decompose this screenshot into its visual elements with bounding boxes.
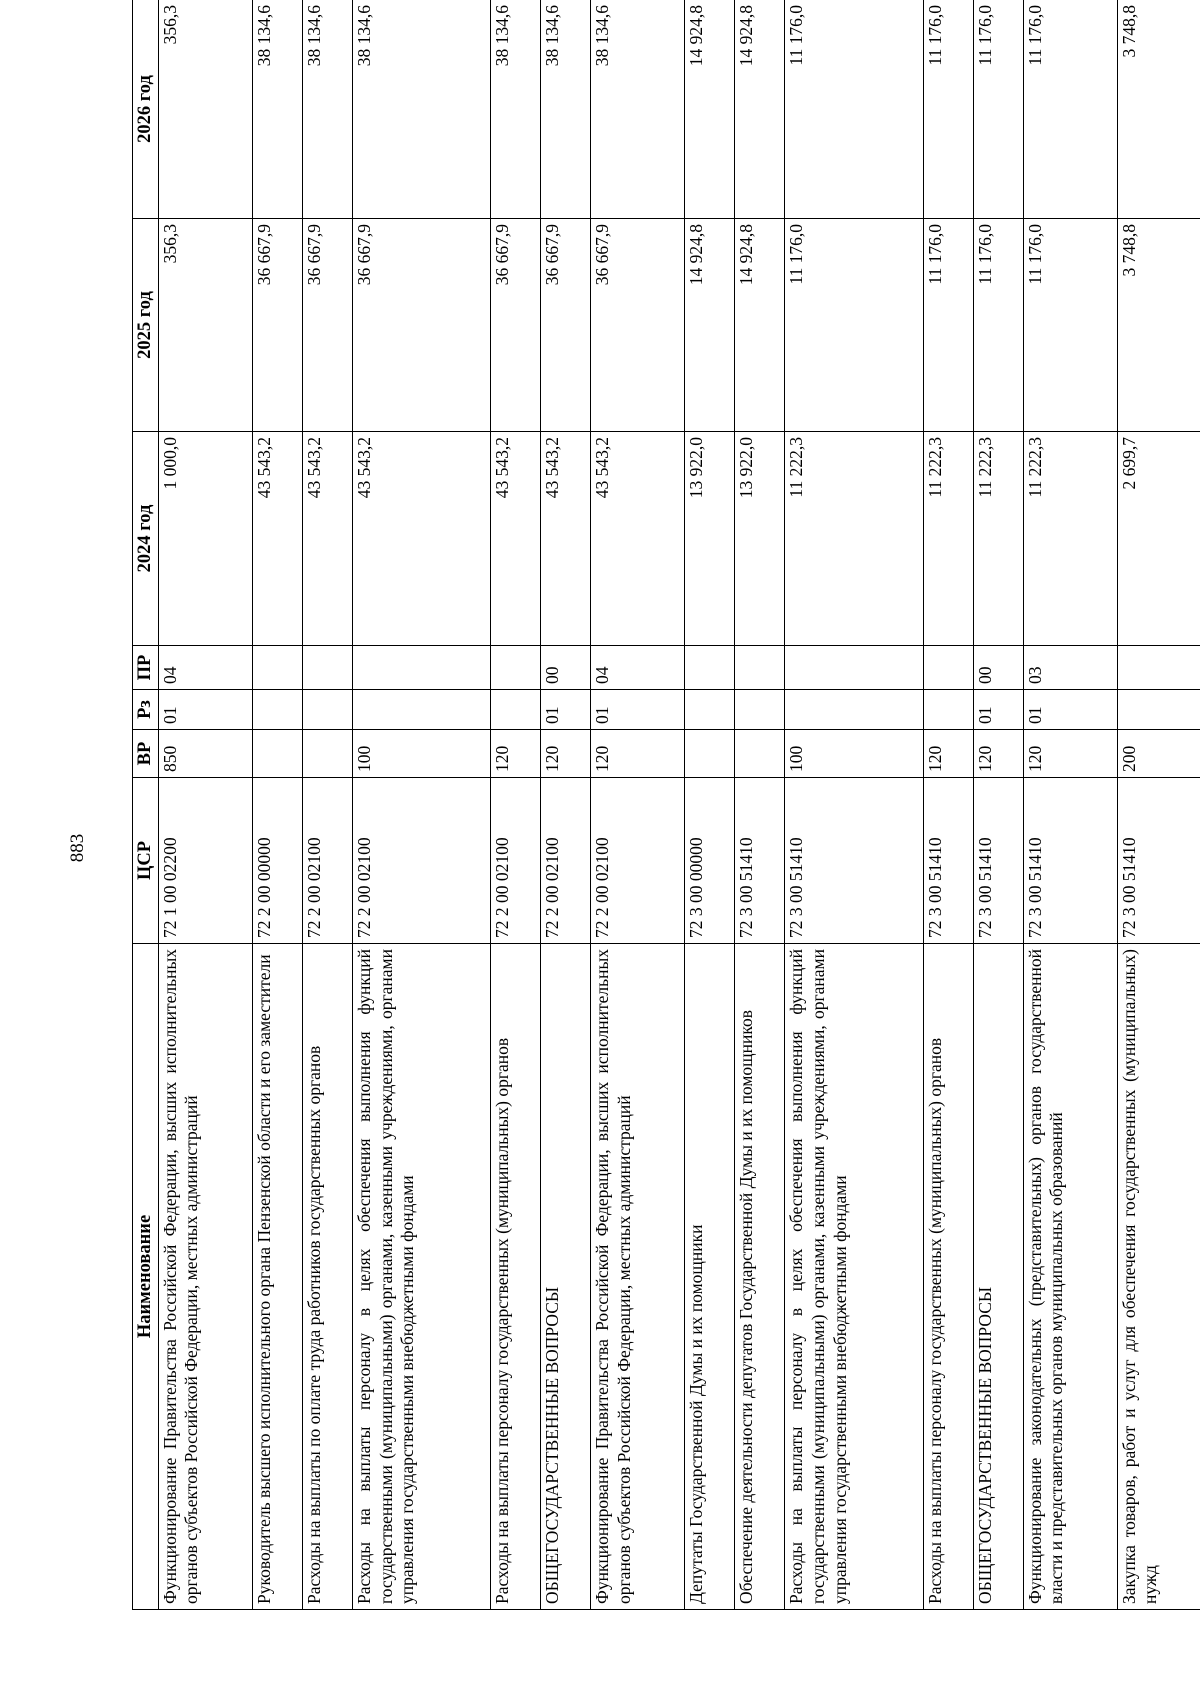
row-2025: 14 924,8 (735, 219, 785, 432)
row-2025: 11 176,0 (1023, 219, 1117, 432)
row-csr: 72 2 00 02100 (302, 778, 352, 944)
row-pr: 04 (158, 646, 252, 690)
header-vr: ВР (133, 730, 159, 778)
row-2024: 43 543,2 (541, 432, 591, 646)
row-2026: 38 134,6 (252, 0, 302, 219)
row-pr: 03 (1023, 646, 1117, 690)
row-name: Функционирование законодательных (представительных) органов государственной власти и представительных органов муниципальных образований (1023, 944, 1117, 1610)
budget-table (132, 0, 1200, 1610)
header-name: Наименование (133, 944, 159, 1610)
table-row (491, 0, 541, 1610)
row-2026: 11 176,0 (923, 0, 973, 219)
header-csr: ЦСР (133, 778, 159, 944)
row-2025: 36 667,9 (353, 219, 491, 432)
row-name: Расходы на выплаты персоналу государственных (муниципальных) органов (923, 944, 973, 1610)
row-rz (252, 690, 302, 730)
row-vr: 850 (158, 730, 252, 778)
table-row (353, 0, 491, 1610)
row-2024: 43 543,2 (302, 432, 352, 646)
table-row (158, 0, 252, 1610)
row-rz (685, 690, 735, 730)
row-name: Функционирование Правительства Российской Федерации, высших исполнительных органов субъектов Российской Федерации, местных администраций (158, 944, 252, 1610)
row-vr: 100 (785, 730, 923, 778)
row-pr (252, 646, 302, 690)
table-row (541, 0, 591, 1610)
row-pr (735, 646, 785, 690)
row-rz (1117, 690, 1200, 730)
row-2024: 43 543,2 (491, 432, 541, 646)
row-vr (685, 730, 735, 778)
row-csr: 72 3 00 51410 (1117, 778, 1200, 944)
row-csr: 72 2 00 02100 (541, 778, 591, 944)
row-2024: 11 222,3 (973, 432, 1023, 646)
table-body (158, 0, 1200, 1610)
row-name: Обеспечение деятельности депутатов Государственной Думы и их помощников (735, 944, 785, 1610)
row-pr (685, 646, 735, 690)
row-2025: 36 667,9 (252, 219, 302, 432)
table-row (1023, 0, 1117, 1610)
row-2024: 11 222,3 (785, 432, 923, 646)
row-vr (735, 730, 785, 778)
row-pr: 00 (541, 646, 591, 690)
table-row (923, 0, 973, 1610)
row-2025: 36 667,9 (491, 219, 541, 432)
header-rz: Рз (133, 690, 159, 730)
row-2024: 43 543,2 (591, 432, 685, 646)
row-2026: 11 176,0 (973, 0, 1023, 219)
row-rz (785, 690, 923, 730)
row-2026: 38 134,6 (353, 0, 491, 219)
row-vr: 200 (1117, 730, 1200, 778)
row-csr: 72 2 00 02100 (353, 778, 491, 944)
row-2024: 43 543,2 (353, 432, 491, 646)
row-vr: 120 (591, 730, 685, 778)
row-2026: 38 134,6 (541, 0, 591, 219)
row-2025: 14 924,8 (685, 219, 735, 432)
row-pr: 00 (973, 646, 1023, 690)
row-vr: 120 (973, 730, 1023, 778)
row-csr: 72 2 00 02100 (591, 778, 685, 944)
row-pr (491, 646, 541, 690)
row-vr: 120 (1023, 730, 1117, 778)
row-2026: 14 924,8 (685, 0, 735, 219)
row-rz: 01 (591, 690, 685, 730)
row-rz: 01 (1023, 690, 1117, 730)
row-2026: 38 134,6 (591, 0, 685, 219)
row-2024: 13 922,0 (685, 432, 735, 646)
header-pr: ПР (133, 646, 159, 690)
row-csr: 72 2 00 02100 (491, 778, 541, 944)
row-name: Расходы на выплаты персоналу в целях обеспечения выполнения функций государственными (муниципальными) органами, казенными учреждениями, органами управления государственными внебюджетными фондами (353, 944, 491, 1610)
row-vr (252, 730, 302, 778)
row-vr: 100 (353, 730, 491, 778)
row-2026: 11 176,0 (785, 0, 923, 219)
row-2025: 11 176,0 (785, 219, 923, 432)
row-2026: 11 176,0 (1023, 0, 1117, 219)
row-2024: 1 000,0 (158, 432, 252, 646)
row-rz (491, 690, 541, 730)
row-csr: 72 3 00 51410 (923, 778, 973, 944)
header-2025: 2025 год (133, 219, 159, 432)
row-2025: 36 667,9 (591, 219, 685, 432)
row-2026: 3 748,8 (1117, 0, 1200, 219)
header-row (133, 0, 159, 1610)
table-row (735, 0, 785, 1610)
row-2024: 13 922,0 (735, 432, 785, 646)
row-rz (353, 690, 491, 730)
row-2025: 3 748,8 (1117, 219, 1200, 432)
row-2025: 36 667,9 (541, 219, 591, 432)
row-2024: 2 699,7 (1117, 432, 1200, 646)
header-2026: 2026 год (133, 0, 159, 219)
row-name: Функционирование Правительства Российской Федерации, высших исполнительных органов субъектов Российской Федерации, местных администраций (591, 944, 685, 1610)
row-2026: 356,3 (158, 0, 252, 219)
row-2025: 11 176,0 (973, 219, 1023, 432)
row-name: Закупка товаров, работ и услуг для обеспечения государственных (муниципальных) нужд (1117, 944, 1200, 1610)
row-csr: 72 3 00 51410 (1023, 778, 1117, 944)
row-name: ОБЩЕГОСУДАРСТВЕННЫЕ ВОПРОСЫ (541, 944, 591, 1610)
row-pr (302, 646, 352, 690)
row-rz (923, 690, 973, 730)
row-csr: 72 3 00 51410 (735, 778, 785, 944)
row-vr: 120 (923, 730, 973, 778)
row-rz (735, 690, 785, 730)
row-csr: 72 3 00 51410 (973, 778, 1023, 944)
row-name: ОБЩЕГОСУДАРСТВЕННЫЕ ВОПРОСЫ (973, 944, 1023, 1610)
table-row (591, 0, 685, 1610)
row-csr: 72 3 00 51410 (785, 778, 923, 944)
page-number: 883 (67, 833, 88, 863)
row-pr (353, 646, 491, 690)
row-rz: 01 (973, 690, 1023, 730)
row-name: Расходы на выплаты персоналу государственных (муниципальных) органов (491, 944, 541, 1610)
row-2026: 38 134,6 (491, 0, 541, 219)
table-row (302, 0, 352, 1610)
row-name: Руководитель высшего исполнительного органа Пензенской области и его заместители (252, 944, 302, 1610)
row-vr (302, 730, 352, 778)
row-2025: 36 667,9 (302, 219, 352, 432)
header-2024: 2024 год (133, 432, 159, 646)
row-pr (785, 646, 923, 690)
row-rz (302, 690, 352, 730)
row-csr: 72 2 00 00000 (252, 778, 302, 944)
row-2024: 43 543,2 (252, 432, 302, 646)
rotated-table-container (132, 0, 1200, 1610)
row-2025: 356,3 (158, 219, 252, 432)
row-pr (1117, 646, 1200, 690)
table-row (1117, 0, 1200, 1610)
row-name: Расходы на выплаты по оплате труда работников государственных органов (302, 944, 352, 1610)
table-row (252, 0, 302, 1610)
row-2024: 11 222,3 (1023, 432, 1117, 646)
row-2026: 38 134,6 (302, 0, 352, 219)
row-vr: 120 (491, 730, 541, 778)
row-name: Расходы на выплаты персоналу в целях обеспечения выполнения функций государственными (муниципальными) органами, казенными учреждениями, органами управления государственными внебюджетными фондами (785, 944, 923, 1610)
row-rz: 01 (541, 690, 591, 730)
row-2025: 11 176,0 (923, 219, 973, 432)
row-vr: 120 (541, 730, 591, 778)
row-name: Депутаты Государственной Думы и их помощники (685, 944, 735, 1610)
table-row (785, 0, 923, 1610)
row-2024: 11 222,3 (923, 432, 973, 646)
table-row (685, 0, 735, 1610)
row-rz: 01 (158, 690, 252, 730)
row-csr: 72 3 00 00000 (685, 778, 735, 944)
table-row (973, 0, 1023, 1610)
row-pr: 04 (591, 646, 685, 690)
row-csr: 72 1 00 02200 (158, 778, 252, 944)
row-2026: 14 924,8 (735, 0, 785, 219)
row-pr (923, 646, 973, 690)
